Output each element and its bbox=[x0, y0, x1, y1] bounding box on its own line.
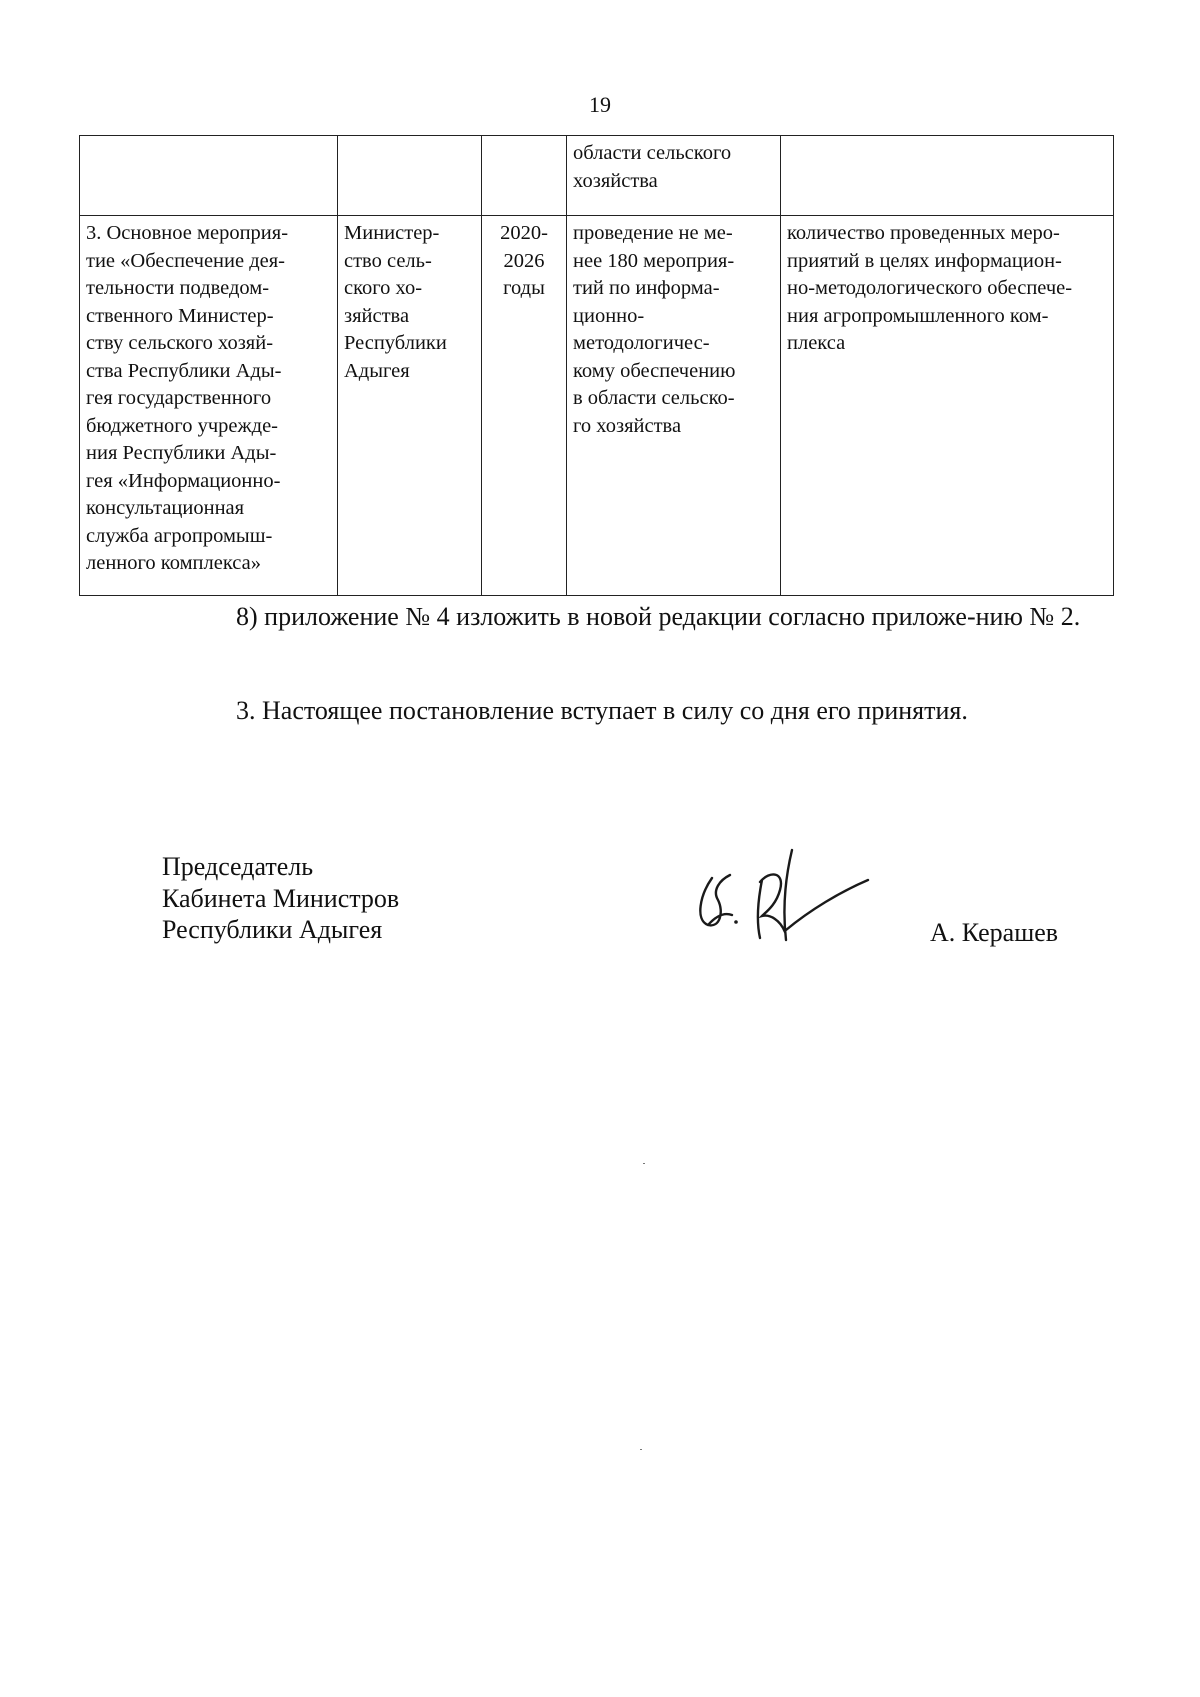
table-cell bbox=[482, 136, 567, 216]
signatory-name: А. Керашев bbox=[930, 918, 1059, 947]
result-cell: проведение не ме- нее 180 мероприя- тий по информа- ционно- методологичес- кому обеспечению в области сельско- го хозяйства bbox=[567, 216, 781, 596]
measure-name-cell: 3. Основное мероприя- тие «Обеспечение дея- тельности подведом- ственного Министер- ству сельского хозяй- ства Республики Ады- гея государственного бюджетного учрежде- ния Республики Ады- гея «Информационно- консультационная служба агропромыш- ленного комплекса» bbox=[80, 216, 338, 596]
signatory-title bbox=[162, 851, 399, 946]
table-row bbox=[80, 216, 1114, 596]
period-cell: 2020- 2026 годы bbox=[482, 216, 567, 596]
signatory-title-line: Республики Адыгея bbox=[162, 915, 383, 944]
table-cell: области сельского хозяйства bbox=[567, 136, 781, 216]
table-cell bbox=[781, 136, 1114, 216]
signatory-title-line: Кабинета Министров bbox=[162, 883, 400, 913]
table-row bbox=[80, 136, 1114, 216]
table-cell bbox=[338, 136, 482, 216]
handwritten-signature bbox=[690, 820, 890, 960]
paragraph-8: 8) приложение № 4 изложить в новой редакции согласно приложе-нию № 2. bbox=[236, 602, 1081, 631]
page-number: 19 bbox=[589, 92, 611, 117]
scan-speck bbox=[643, 1163, 645, 1164]
measures-table bbox=[79, 135, 1113, 596]
indicator-cell: количество проведенных меро- приятий в целях информацион- но-методологического обеспече- ния агропромышленного ком- плекса bbox=[781, 216, 1114, 596]
scan-speck bbox=[640, 1449, 642, 1450]
executor-cell: Министер- ство сель- ского хо- зяйства Республики Адыгея bbox=[338, 216, 482, 596]
signatory-title-line: Председатель bbox=[162, 852, 314, 881]
paragraph-3: 3. Настоящее постановление вступает в силу со дня его принятия. bbox=[236, 696, 968, 725]
table-cell bbox=[80, 136, 338, 216]
